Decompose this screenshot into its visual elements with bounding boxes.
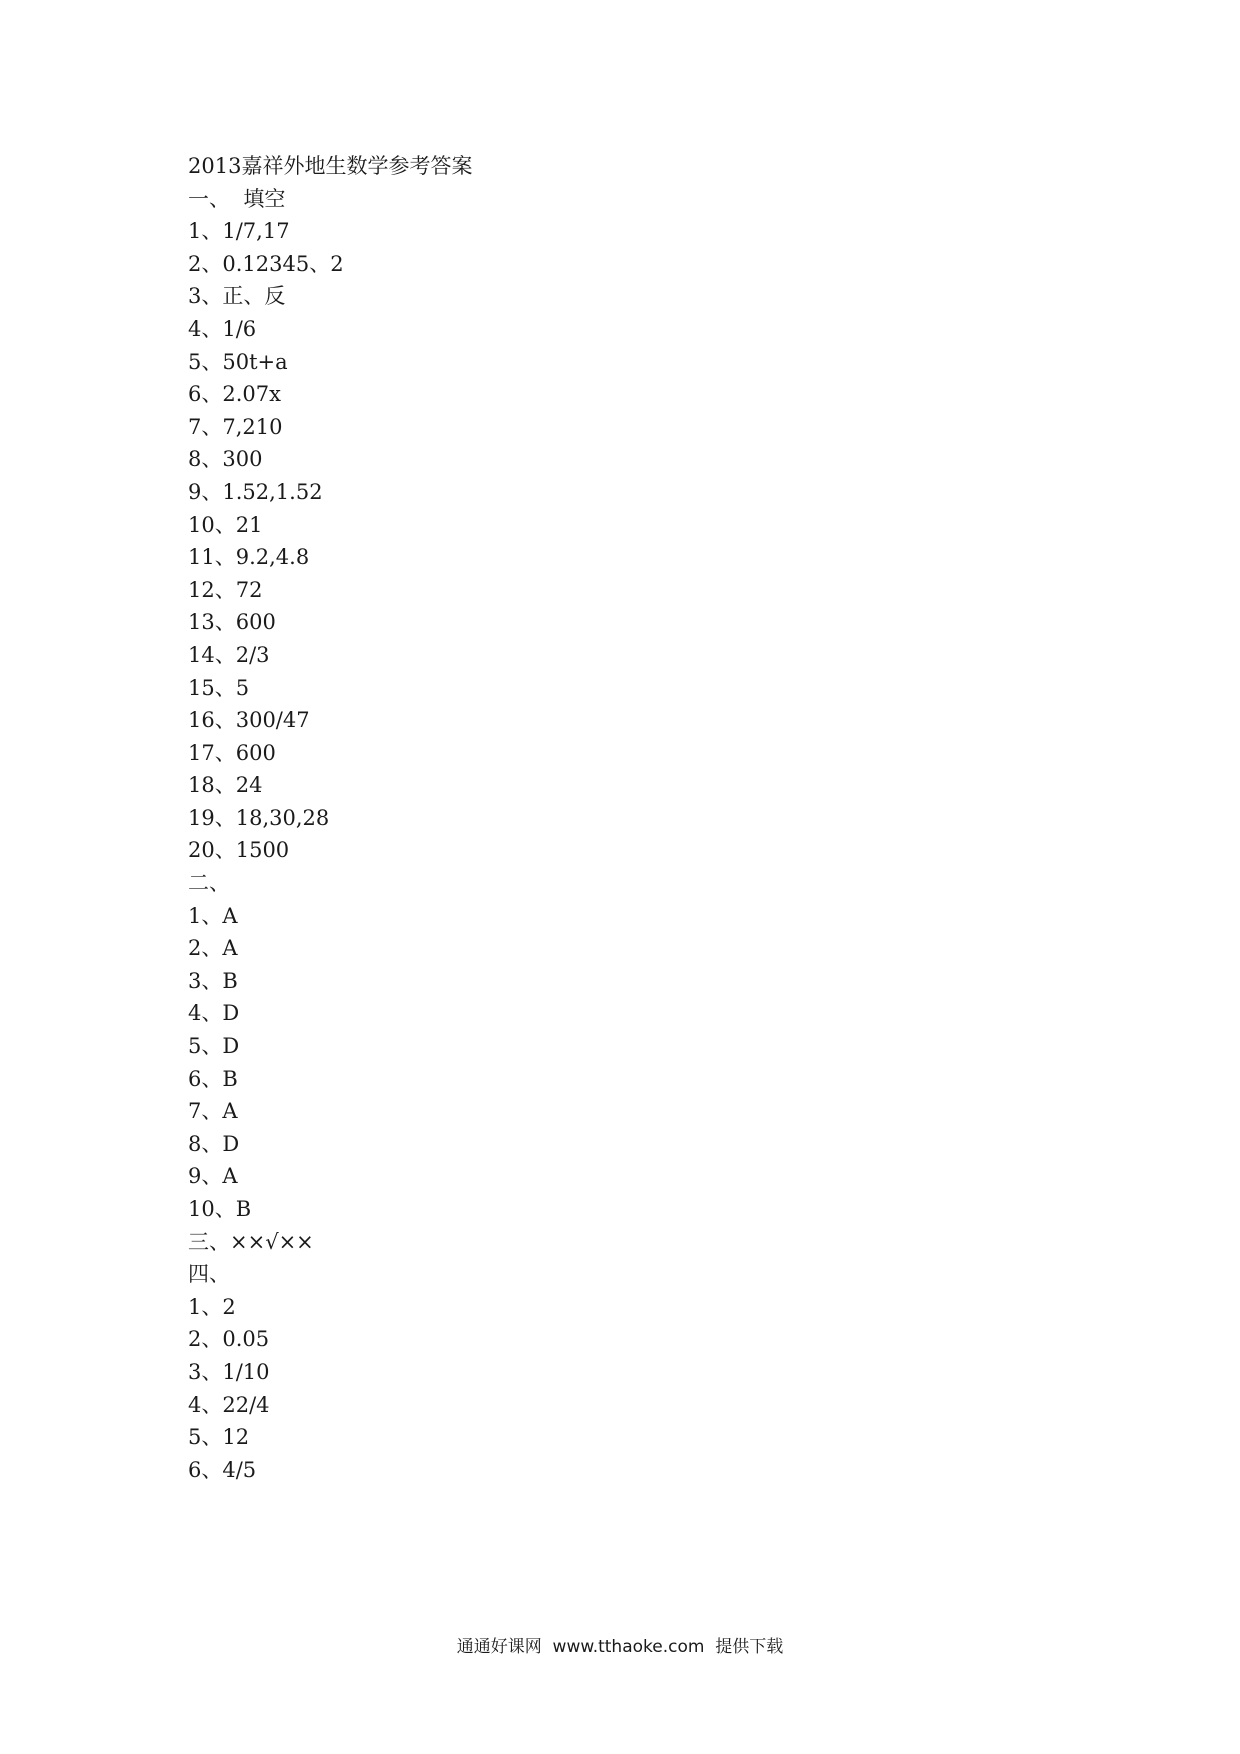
answer-line: 16、300/47 — [188, 708, 310, 733]
answer-line: 12、72 — [188, 577, 263, 602]
answer-line: 6、2.07x — [188, 382, 281, 407]
section2-heading: 二、 — [188, 871, 230, 896]
answer-line: 13、600 — [188, 610, 276, 635]
answer-line: 5、12 — [188, 1425, 250, 1450]
answer-line: 4、22/4 — [188, 1392, 270, 1417]
section1-heading: 一、 填空 — [188, 186, 286, 211]
answer-line: 3、正、反 — [188, 284, 286, 309]
document-title: 2013嘉祥外地生数学参考答案 — [188, 154, 473, 178]
answer-line: 7、A — [188, 1099, 238, 1124]
answer-line: 8、D — [188, 1131, 240, 1156]
answer-line: 4、D — [188, 1001, 240, 1026]
page-footer: 通通好课网 www.tthaoke.com 提供下载 — [456, 1637, 784, 1657]
answer-line: 1、A — [188, 903, 238, 928]
answer-line: 20、1500 — [188, 838, 290, 863]
answer-line: 1、2 — [188, 1294, 236, 1319]
answer-line: 2、0.05 — [188, 1327, 270, 1352]
answer-line: 17、600 — [188, 740, 276, 765]
answer-line: 6、B — [188, 1066, 238, 1091]
answer-line: 11、9.2,4.8 — [188, 545, 310, 570]
answer-line: 8、300 — [188, 447, 263, 472]
answer-line: 3、B — [188, 968, 238, 993]
answer-line: 10、21 — [188, 512, 263, 537]
section3-heading: 三、××√×× — [188, 1229, 314, 1254]
answer-line: 2、A — [188, 936, 238, 961]
section4-heading: 四、 — [188, 1262, 230, 1287]
answer-line: 7、7,210 — [188, 414, 283, 439]
answer-line: 2、0.12345、2 — [188, 251, 344, 276]
answer-line: 15、5 — [188, 675, 250, 700]
answer-line: 10、B — [188, 1197, 252, 1221]
answer-line: 6、4/5 — [188, 1457, 257, 1482]
answer-line: 19、18,30,28 — [188, 805, 330, 830]
answer-line: 1、1/7,17 — [188, 219, 290, 244]
answer-line: 18、24 — [188, 773, 263, 798]
answer-line: 9、A — [188, 1164, 238, 1189]
answer-line: 9、1.52,1.52 — [188, 479, 323, 504]
answer-line: 5、50t+a — [188, 349, 288, 374]
answer-key — [188, 150, 1088, 1486]
answer-line: 14、2/3 — [188, 642, 270, 667]
answer-line: 4、1/6 — [188, 316, 257, 341]
answer-line: 5、D — [188, 1034, 240, 1059]
answer-line: 3、1/10 — [188, 1359, 270, 1384]
